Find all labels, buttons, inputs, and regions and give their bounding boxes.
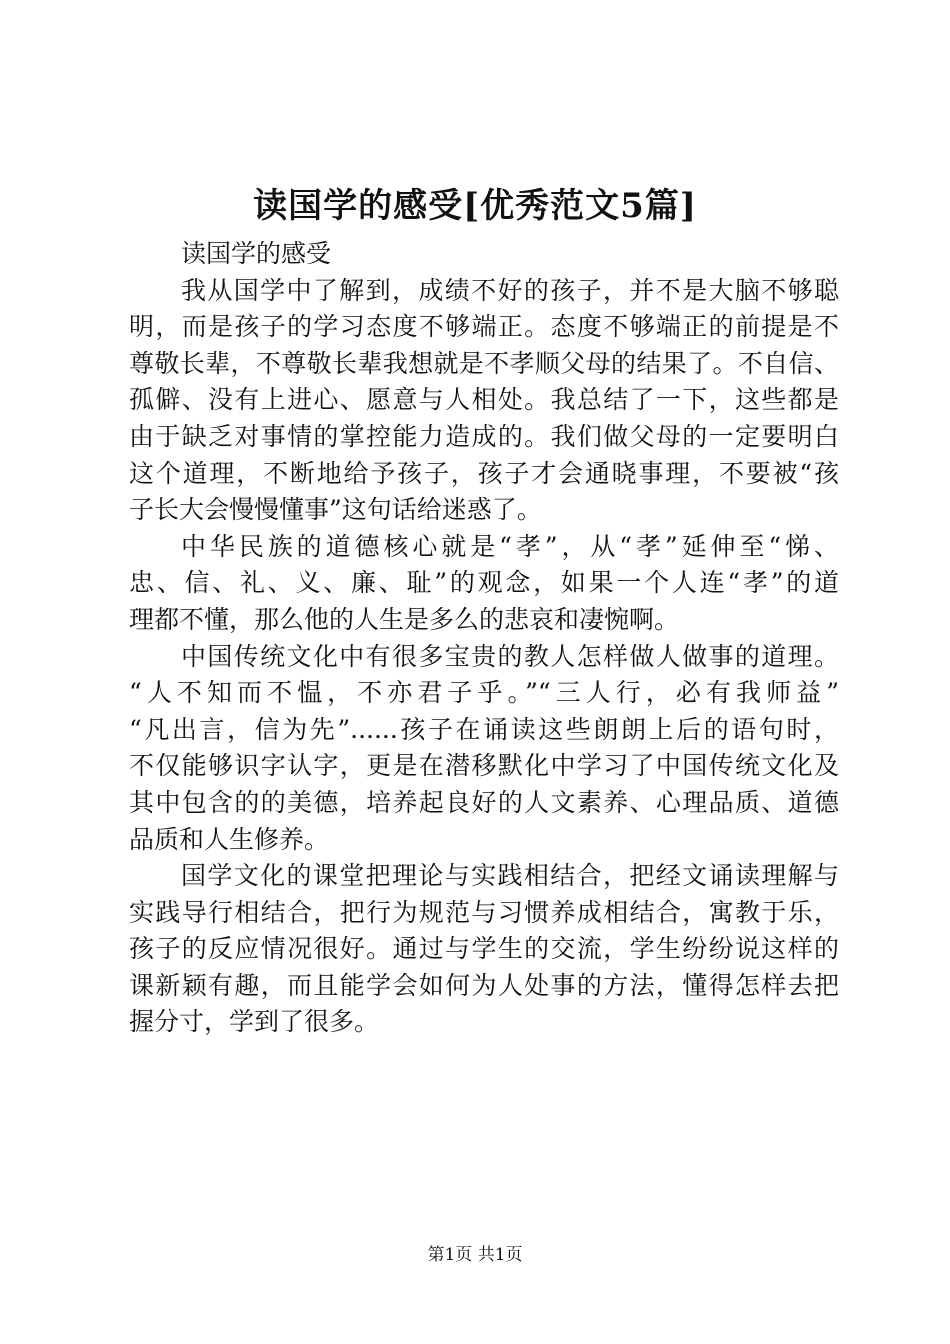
paragraph-line: 课新颖有趣，而且能学会如何为人处事的方法，懂得怎样去把 — [129, 970, 839, 1000]
paragraph-line: 其中包含的的美德，培养起良好的人文素养、心理品质、道德 — [129, 787, 839, 817]
document-title: 读国学的感受[优秀范文5篇] — [253, 186, 697, 226]
paragraph-line: 国学文化的课堂把理论与实践相结合，把经文诵读理解与 — [181, 861, 839, 891]
paragraph-line: 我从国学中了解到，成绩不好的孩子，并不是大脑不够聪 — [181, 275, 839, 305]
paragraph-line: 明，而是孩子的学习态度不够端正。态度不够端正的前提是不 — [129, 312, 839, 342]
paragraph-line: 这个道理，不断地给予孩子，孩子才会通晓事理，不要被“孩 — [129, 458, 839, 488]
paragraph-line: 不仅能够识字认字，更是在潜移默化中学习了中国传统文化及 — [129, 751, 839, 781]
paragraph-line: 中国传统文化中有很多宝贵的教人怎样做人做事的道理。 — [181, 641, 839, 671]
subtitle-line: 读国学的感受 — [181, 239, 332, 268]
paragraph-line: 中华民族的道德核心就是“孝”，从“孝”延伸至“悌、 — [181, 531, 839, 561]
paragraph-line: 品质和人生修养。 — [129, 824, 330, 854]
paragraph-line: “人不知而不愠，不亦君子乎。”“三人行，必有我师益” — [129, 678, 839, 708]
paragraph-line: 孩子的反应情况很好。通过与学生的交流，学生纷纷说这样的 — [129, 934, 839, 964]
paragraph-line: 子长大会慢慢懂事”这句话给迷惑了。 — [129, 495, 542, 525]
paragraph-line: 实践导行相结合，把行为规范与习惯养成相结合，寓教于乐， — [129, 897, 839, 927]
paragraph-line: 握分寸，学到了很多。 — [129, 1007, 380, 1037]
paragraph-line: 孤僻、没有上进心、愿意与人相处。我总结了一下，这些都是 — [129, 385, 839, 415]
paragraph-line: “凡出言，信为先”......孩子在诵读这些朗朗上后的语句时， — [129, 714, 839, 744]
paragraph-line: 忠、信、礼、义、廉、耻”的观念，如果一个人连“孝”的道 — [129, 568, 839, 598]
paragraph-line: 由于缺乏对事情的掌控能力造成的。我们做父母的一定要明白 — [129, 421, 839, 451]
paragraph-line: 尊敬长辈，不尊敬长辈我想就是不孝顺父母的结果了。不自信、 — [129, 348, 839, 378]
page-footer: 第1页 共1页 — [427, 1245, 523, 1265]
paragraph-line: 理都不懂，那么他的人生是多么的悲哀和凄惋啊。 — [129, 604, 680, 634]
document-body — [129, 236, 839, 1041]
